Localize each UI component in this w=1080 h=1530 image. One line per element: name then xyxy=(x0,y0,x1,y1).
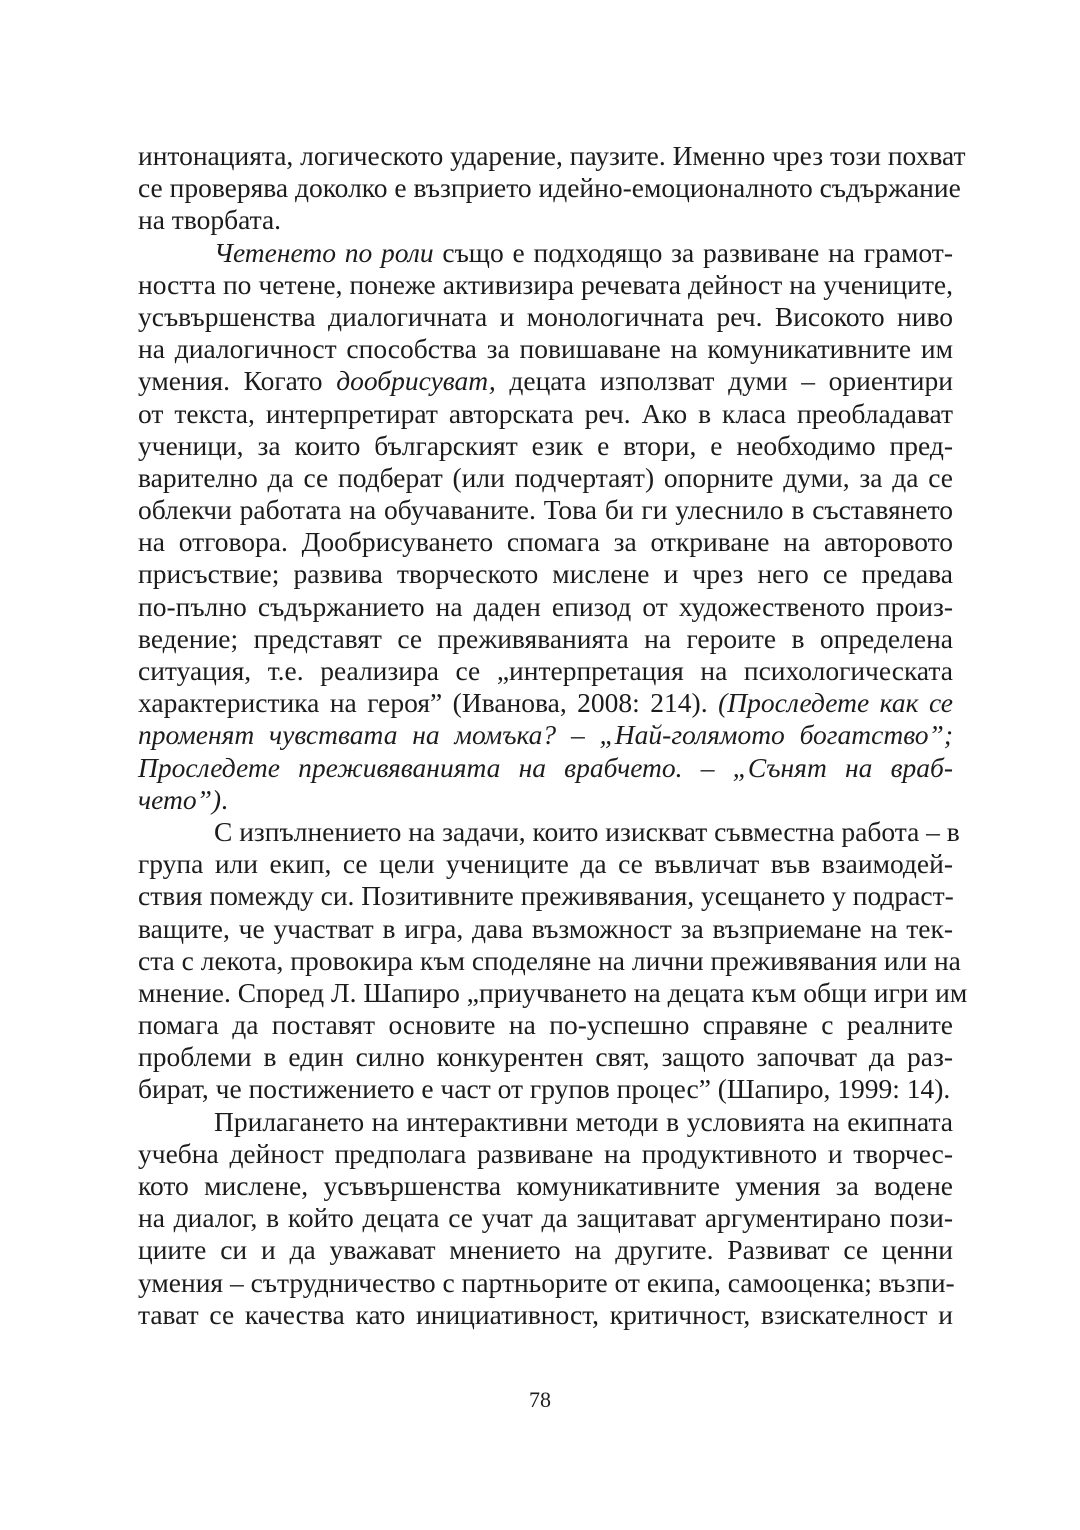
italic-text-segment: чето”) xyxy=(138,783,222,815)
italic-text-segment: (Проследете как се xyxy=(718,687,953,719)
text-line xyxy=(138,687,953,719)
text-segment: ността по четене, понеже активизира речевата дейност на учениците, xyxy=(138,268,953,300)
text-line xyxy=(138,365,953,397)
text-line xyxy=(138,1299,953,1331)
text-line xyxy=(138,301,953,333)
text-segment: бират, че постижението е част от групов процес” (Шапиро, 1999: 14). xyxy=(138,1073,951,1105)
text-segment: ствия помежду си. Позитивните преживявания, усещането у подраст- xyxy=(138,880,954,912)
text-segment: на отговора. Дообрисуването спомага за откриване на авторовото xyxy=(138,526,953,558)
text-line xyxy=(138,913,953,945)
text-line xyxy=(138,719,953,751)
text-segment: помага да поставят основите на по-успешно справяне с реалните xyxy=(138,1009,953,1041)
text-line xyxy=(138,880,953,912)
text-line xyxy=(138,1041,953,1073)
text-segment: характеристика на героя” (Иванова, 2008: 214). xyxy=(138,687,719,719)
text-segment: също е подходящо за развиване на грамот- xyxy=(433,236,953,268)
text-line xyxy=(138,1202,953,1234)
text-line xyxy=(138,398,953,430)
text-segment: умения – сътрудничество с партньорите от екипа, самооценка; възпи- xyxy=(138,1266,955,1298)
text-segment: по-пълно съдържанието на даден епизод от художественото произ- xyxy=(138,590,953,622)
text-segment: на диалог, в който децата се учат да защитават аргументирано пози- xyxy=(138,1202,953,1234)
text-line xyxy=(138,1234,953,1266)
text-segment: на творбата. xyxy=(138,204,282,236)
text-segment: тават се качества като инициативност, критичност, взискателност и xyxy=(138,1298,953,1330)
italic-text-segment: дообрисуват, xyxy=(336,365,496,397)
text-line xyxy=(138,655,953,687)
text-segment: . xyxy=(221,783,228,815)
text-line xyxy=(138,591,953,623)
text-segment: децата използват думи – ориентири xyxy=(495,365,953,397)
text-line xyxy=(138,1106,953,1138)
text-line xyxy=(138,333,953,365)
text-segment: варително да се подберат (или подчертаят) опорните думи, за да се xyxy=(138,461,953,493)
text-segment: ващите, че участват в игра, дава възможност за възприемане на тек- xyxy=(138,912,953,944)
body-text xyxy=(138,140,968,1331)
italic-text-segment: Четенето по роли xyxy=(214,236,434,268)
text-line xyxy=(138,204,953,236)
text-line xyxy=(138,558,953,590)
text-line xyxy=(138,1009,953,1041)
text-segment: циите си и да уважават мнението на другите. Развиват се ценни xyxy=(138,1234,953,1266)
text-segment: С изпълнението на задачи, които изискват съвместна работа – в xyxy=(214,815,960,847)
text-segment: проблеми в един силно конкурентен свят, защото започват да раз- xyxy=(138,1041,953,1073)
text-segment: присъствие; развива творческото мислене и чрез него се предава xyxy=(138,558,953,590)
text-line xyxy=(138,140,966,172)
text-segment: ситуация, т.е. реализира се „интерпретация на психологическата xyxy=(138,655,953,686)
text-segment: група или екип, се цели учениците да се въвличат във взаимодей- xyxy=(138,848,953,880)
text-line xyxy=(138,269,953,301)
text-line xyxy=(138,815,960,848)
text-line xyxy=(138,172,961,204)
text-segment: ученици, за които българският език е втори, е необходимо пред- xyxy=(138,429,953,461)
text-segment: интонацията, логическото ударение, паузите. Именно чрез този похват xyxy=(138,140,966,171)
text-segment: учебна дейност предполага развиване на продуктивното и творчес- xyxy=(138,1137,953,1169)
text-line xyxy=(138,526,953,558)
text-line xyxy=(138,494,953,526)
text-line xyxy=(138,462,953,494)
text-line xyxy=(138,1138,953,1170)
italic-text-segment: променят чувствата на момъка? – „Най-голямото богатство”; xyxy=(138,719,953,751)
text-line xyxy=(138,1170,953,1202)
text-segment: се проверява доколко е възприето идейно-емоционалното съдържание xyxy=(138,172,961,204)
text-segment: умения. Когато xyxy=(138,365,337,397)
text-line xyxy=(138,237,953,269)
text-line xyxy=(138,430,953,462)
text-segment: кото мислене, усъвършенства комуникативните умения за водене xyxy=(138,1170,953,1201)
italic-text-segment: Проследете преживяванията на врабчето. – „Сънят на враб- xyxy=(138,751,953,783)
text-line xyxy=(138,976,968,1009)
text-line xyxy=(138,752,953,784)
text-line xyxy=(138,944,961,977)
page-number: 78 xyxy=(529,1387,551,1412)
text-segment: облекчи работата на обучаваните. Това би ги улеснило в съставянето xyxy=(138,494,953,526)
text-segment: Прилагането на интерактивни методи в условията на екипната xyxy=(214,1105,953,1137)
text-segment: ведение; представят се преживяванията на героите в определена xyxy=(138,622,953,654)
text-line xyxy=(138,848,953,880)
text-line xyxy=(138,623,953,655)
text-segment: от текста, интерпретират авторската реч. Ако в класа преобладават xyxy=(138,397,953,429)
text-line xyxy=(138,1267,953,1299)
text-segment: усъвършенства диалогичната и монологичната реч. Високото ниво xyxy=(138,300,953,332)
text-line xyxy=(138,1073,953,1105)
text-segment: ста с лекота, провокира към споделяне на лични преживявания или на xyxy=(138,944,961,976)
text-segment: мнение. Според Л. Шапиро „приучването на децата към общи игри им xyxy=(138,976,968,1008)
text-line xyxy=(138,784,953,816)
text-segment: на диалогичност способства за повишаване на комуникативните им xyxy=(138,333,953,365)
